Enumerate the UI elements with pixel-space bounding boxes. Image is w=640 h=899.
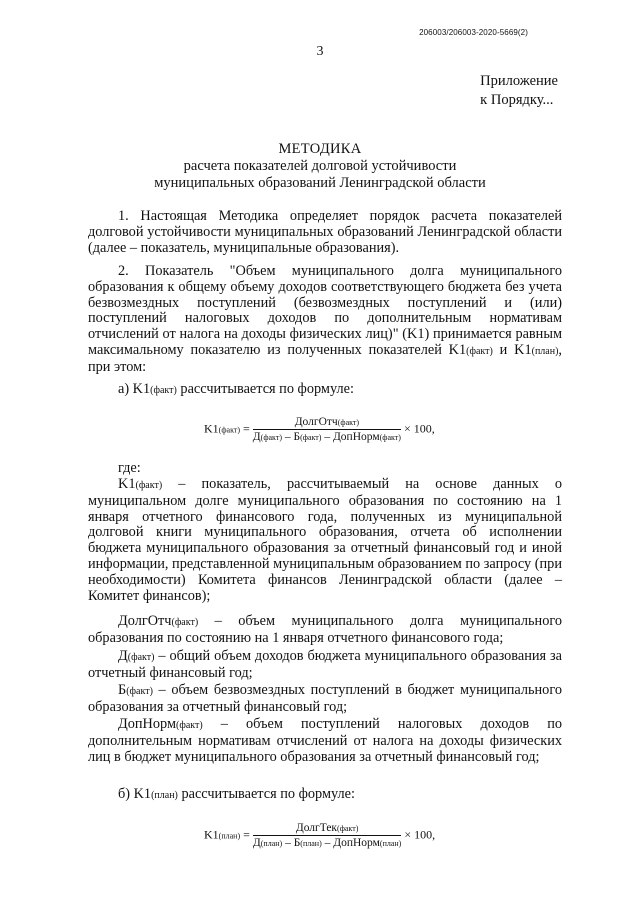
- subscript: (факт): [150, 385, 177, 396]
- definition-dopnorm-block: [88, 717, 562, 765]
- formula-2-eq: =: [240, 827, 253, 842]
- formula-subscript: (план): [218, 831, 241, 841]
- paragraph-2-block: [88, 264, 562, 376]
- formula-subscript: (план): [260, 839, 283, 848]
- definition-d: [88, 649, 562, 682]
- definition-dopnorm: [88, 717, 562, 765]
- formula-2-tail: × 100,: [401, 827, 436, 842]
- denominator-term: Д: [252, 837, 261, 849]
- formula-subscript: (факт): [337, 418, 360, 427]
- paragraph-2: [88, 264, 562, 376]
- denominator-term: – ДопНорм: [321, 837, 380, 849]
- definition-text: – общий объем доходов бюджета муниципального образования за отчетный финансовый год;: [88, 648, 562, 681]
- denominator-term: – Б: [282, 837, 301, 849]
- point-a-block: [88, 382, 562, 399]
- definition-dolgotch-block: [88, 614, 562, 647]
- definition-b-block: [88, 683, 562, 716]
- definition-term: Д: [118, 648, 128, 664]
- numerator-text: ДолгОтч: [294, 416, 338, 428]
- formula-1-tail: × 100,: [400, 421, 435, 436]
- formula-2-denominator: [253, 836, 401, 849]
- definition-k1-fact: [88, 477, 562, 604]
- formula-2-fraction: [253, 822, 401, 849]
- subscript: (факт): [171, 617, 199, 628]
- paragraph-1: 1. Настоящая Методика определяет порядок расчета показателей долговой устойчивости муниципальных образований Ленинградской области (далее – показатель, муниципальные образования).: [88, 208, 562, 256]
- appendix-line-2: к Порядку...: [480, 92, 554, 108]
- formula-k1-plan: [204, 822, 435, 849]
- title-line-2: расчета показателей долговой устойчивости: [183, 158, 457, 174]
- paragraph-2-text: 2. Показатель "Объем муниципального долга муниципального образования к общему объему доходов соответствующего бюджета без учета безвозмездных поступлений (безвозмездных поступлений и (или) поступлений налоговых доходов по дополнительным нормативам отчислений от налога на доходы физических лиц)" (K1) принимается равным максимальному показателю из полученных показателей K1: [88, 263, 562, 358]
- formula-k1-fact: [204, 416, 435, 443]
- page-number: 3: [316, 44, 324, 59]
- numerator-text: ДолгТек: [295, 822, 338, 834]
- point-a-prefix: а) K1: [118, 381, 151, 397]
- paragraph-2-and: и K1: [492, 341, 532, 358]
- definition-k1-fact-block: [88, 477, 562, 604]
- denominator-term: Д: [252, 431, 261, 443]
- formula-1-lhs: K1: [204, 421, 219, 436]
- appendix-line-1: Приложение: [480, 73, 558, 89]
- formula-2-lhs: K1: [204, 827, 219, 842]
- where-label: где:: [118, 460, 141, 476]
- point-b-prefix: б) K1: [118, 786, 152, 802]
- point-b: [88, 787, 562, 804]
- paragraph-2-end: , при этом:: [88, 341, 562, 375]
- definition-term: Б: [118, 682, 127, 698]
- subscript: (факт): [466, 345, 493, 357]
- formula-subscript: (факт): [300, 433, 322, 442]
- definition-text: – объем безвозмездных поступлений в бюджет муниципального образования за отчетный финансовый год;: [88, 682, 562, 715]
- subscript: (факт): [126, 686, 153, 697]
- denominator-term: – ДопНорм: [321, 431, 380, 443]
- subscript: (факт): [135, 480, 163, 491]
- formula-subscript: (факт): [379, 433, 401, 442]
- formula-1-numerator: [253, 416, 401, 430]
- appendix-note: [480, 72, 558, 110]
- document-title: [0, 141, 640, 192]
- title-line-3: муниципальных образований Ленинградской области: [154, 175, 486, 191]
- formula-subscript: (план): [379, 839, 402, 848]
- document-id: 206003/206003-2020-5669(2): [419, 28, 528, 37]
- formula-subscript: (факт): [260, 433, 282, 442]
- definition-term: K1: [118, 476, 136, 492]
- point-b-suffix: рассчитывается по формуле:: [177, 786, 355, 802]
- formula-2-numerator: [253, 822, 401, 836]
- title-line-1: МЕТОДИКА: [278, 141, 362, 157]
- subscript: (факт): [176, 720, 203, 731]
- denominator-term: – Б: [282, 431, 301, 443]
- subscript: (факт): [127, 652, 155, 663]
- definition-text: – объем поступлений налоговых доходов по дополнительным нормативам отчислений от налога на доходы физических лиц в бюджет муниципального образования за отчетный финансовый год;: [88, 716, 562, 765]
- definition-d-block: [88, 649, 562, 682]
- formula-subscript: (факт): [337, 824, 359, 833]
- formula-1-fraction: [253, 416, 401, 443]
- formula-subscript: (факт): [218, 425, 241, 435]
- formula-1-eq: =: [240, 421, 253, 436]
- definition-term: ДолгОтч: [118, 613, 172, 629]
- point-a: [88, 382, 562, 399]
- subscript: (план): [531, 345, 559, 357]
- definition-b: [88, 683, 562, 716]
- point-a-suffix: рассчитывается по формуле:: [176, 381, 354, 397]
- formula-1-denominator: [253, 430, 401, 443]
- paragraph-1-block: [88, 209, 562, 256]
- definition-dolgotch: [88, 614, 562, 647]
- subscript: (план): [151, 790, 178, 801]
- definition-text: – объем муниципального долга муниципального образования по состоянию на 1 января отчетного финансового года;: [88, 613, 562, 646]
- where-block: [88, 461, 562, 477]
- definition-text: – показатель, рассчитываемый на основе данных о муниципальном долге муниципального образования по состоянию на 1 января отчетного финансового года, полученных из муниципальной долговой книги муниципального образования, отчета об исполнении бюджета муниципального образования за отчетный финансовый год и иной информации, представленной муниципальным образованием по запросу (при необходимости) Комитета финансов Ленинградской области (далее – Комитет финансов);: [88, 476, 562, 604]
- formula-subscript: (план): [300, 839, 322, 848]
- point-b-block: [88, 787, 562, 804]
- definition-term: ДопНорм: [118, 716, 177, 732]
